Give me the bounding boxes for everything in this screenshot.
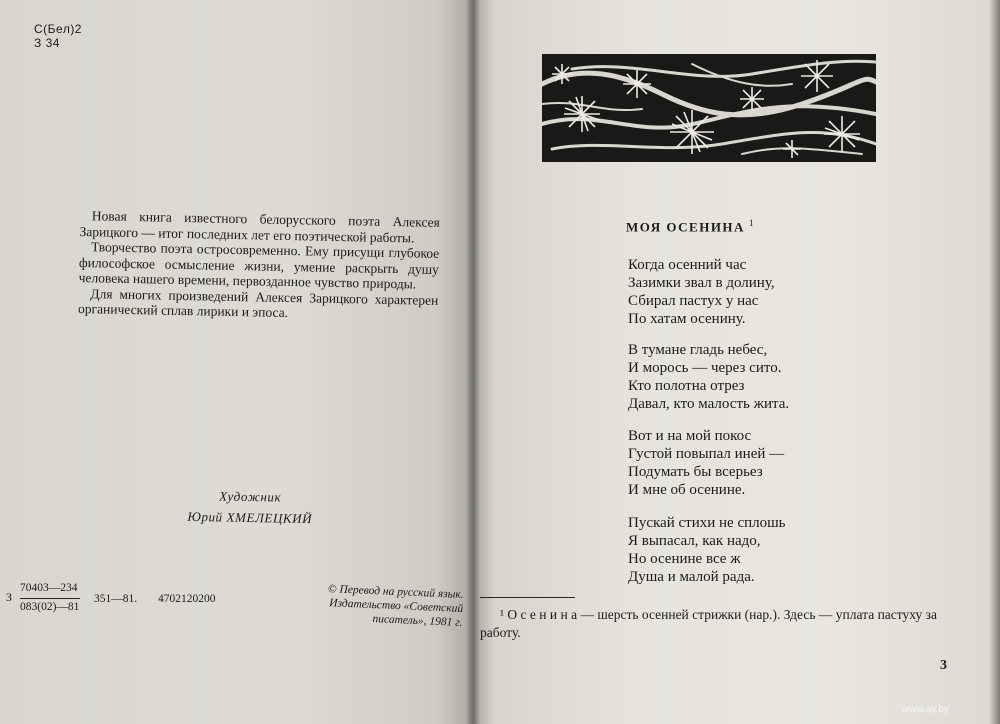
left-page — [0, 0, 474, 724]
poem-line: По хатам осенину. — [628, 311, 746, 327]
poem-line: Я выпасал, как надо, — [628, 533, 761, 549]
catalog-numerator: 70403—234 — [20, 582, 78, 594]
poem-line: И морось — через сито. — [628, 360, 782, 376]
poem-line: Пускай стихи не сплошь — [628, 515, 786, 531]
artist-credit — [150, 484, 351, 529]
catalog-code: 351—81. — [94, 593, 138, 605]
poem-stanza — [628, 514, 786, 586]
poem-title-text: МОЯ ОСЕНИНА — [626, 219, 745, 235]
poem-title — [626, 218, 753, 235]
library-code — [34, 22, 82, 50]
poem-stanza — [628, 427, 784, 499]
catalog-fraction-line — [20, 598, 80, 599]
poem-stanza — [628, 341, 789, 413]
book-gutter — [466, 0, 480, 724]
copyright-notice — [282, 580, 464, 630]
catalog-denominator: 083(02)—81 — [20, 601, 80, 613]
page-edge-shadow — [990, 0, 1000, 724]
copyright-line: Издательство «Советский — [329, 597, 464, 615]
poem-line: Душа и малой рада. — [628, 569, 755, 585]
frost-ornament-image — [542, 54, 876, 162]
poem-line: Кто полотна отрез — [628, 378, 745, 394]
annotation-paragraph: Творчество поэта остросовременно. Ему присущи глубокое философское осмысление жизни, умение раскрыть душу человека нашего времени, первозданное чувство природы. — [78, 239, 440, 292]
poem-line: Густой повыпал иней — — [628, 446, 785, 462]
page-number: 3 — [940, 658, 947, 673]
library-code-line2: З 34 — [34, 36, 60, 50]
artist-role: Художник — [219, 488, 282, 505]
poem-stanza — [628, 256, 775, 328]
copyright-line: © Перевод на русский язык. — [327, 583, 464, 601]
poem-line: В тумане гладь небес, — [628, 342, 768, 358]
watermark: www.ay.by — [902, 704, 950, 715]
annotation-paragraph: Для многих произведений Алексея Зарицкого характерен органический сплав лирики и эпоса. — [77, 285, 439, 321]
library-code-line1: С(Бел)2 — [34, 22, 82, 36]
poem-line: И мне об осенине. — [628, 482, 746, 498]
poem-line: Давал, кто малость жита. — [628, 396, 790, 412]
poem-line: Подумать бы всерьез — [628, 464, 763, 480]
footnote-marker: 1 — [748, 218, 754, 228]
footnote-divider — [480, 597, 575, 598]
poem-line: Сбирал пастух у нас — [628, 293, 759, 309]
poem-line: Когда осенний час — [628, 257, 747, 273]
artist-name: Юрий ХМЕЛЕЦКИЙ — [187, 508, 313, 527]
annotation-paragraph: Новая книга известного белорусского поэта Алексея Зарицкого — итог последних лет его поэтической работы. — [79, 208, 440, 245]
catalog-prefix: З — [6, 590, 13, 604]
footnote-text: ¹ О с е н и н а — шерсть осенней стрижки (нар.). Здесь — уплата пастуху за работу. — [480, 607, 937, 640]
poem-line: Зазимки звал в долину, — [628, 275, 775, 291]
poem-line: Но осенине все ж — [628, 551, 741, 567]
poem-line: Вот и на мой покос — [628, 428, 752, 444]
book-annotation — [78, 208, 440, 323]
catalog-number: 4702120200 — [158, 593, 216, 605]
copyright-line: писатель», 1981 г. — [372, 613, 463, 629]
